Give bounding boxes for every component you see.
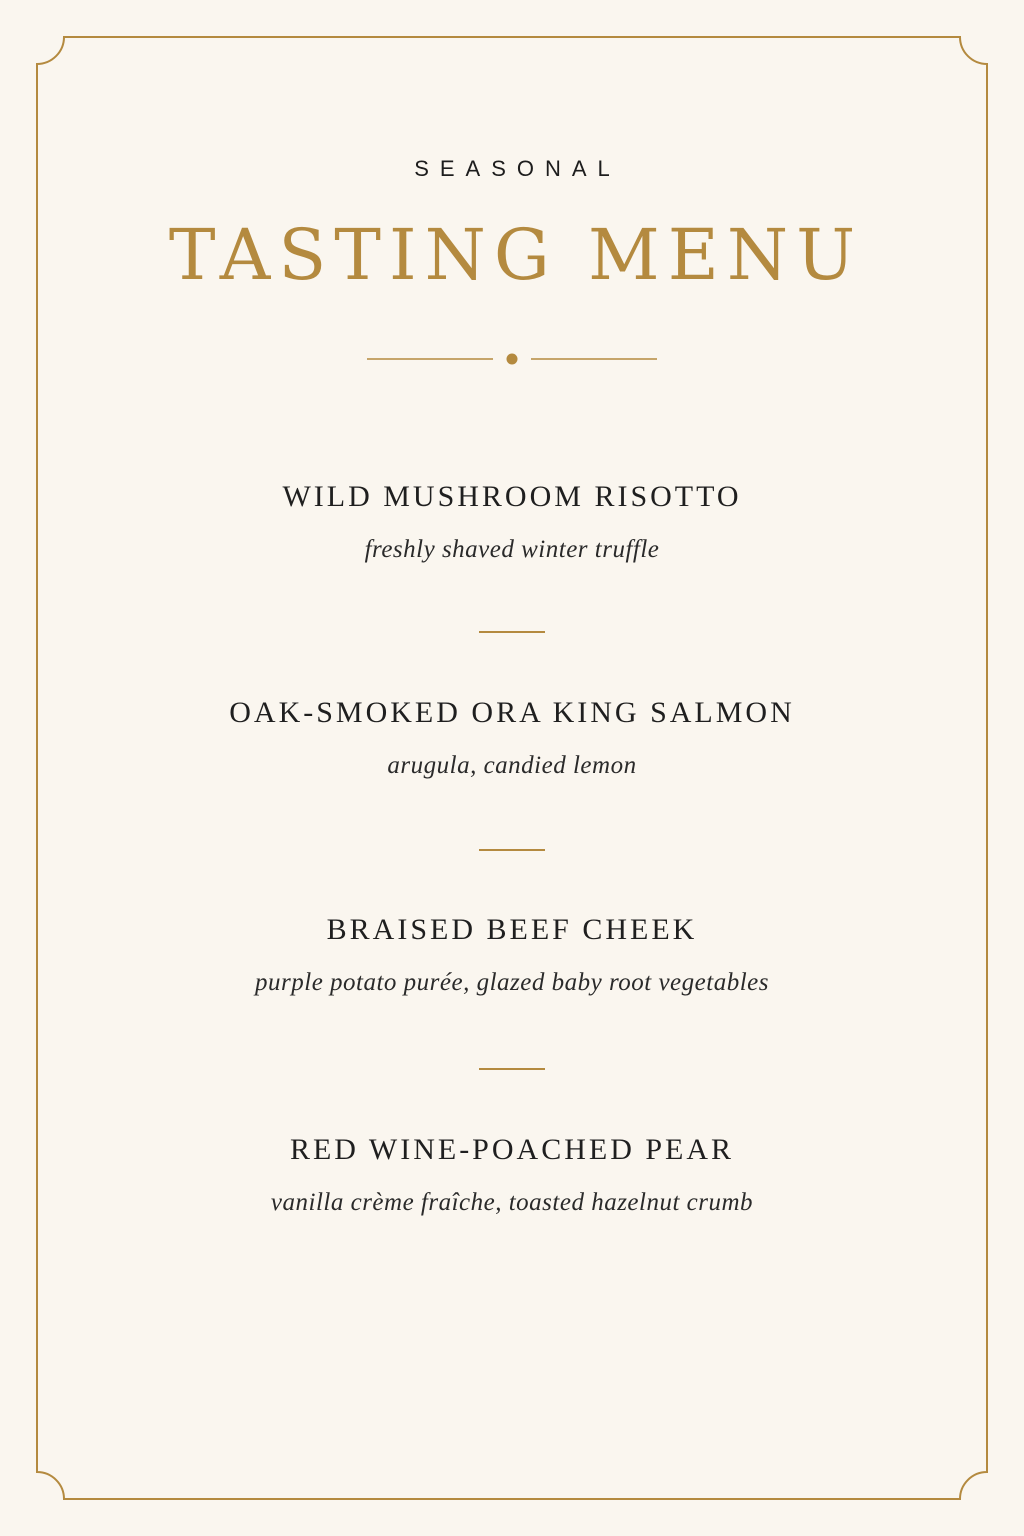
- course-description: vanilla crème fraîche, toasted hazelnut crumb: [270, 1189, 754, 1216]
- course-item: [40, 915, 984, 995]
- course-name: WILD MUSHROOM RISOTTO: [282, 480, 742, 513]
- course-item: [40, 1135, 984, 1215]
- course-item: [40, 482, 984, 562]
- title-divider: [0, 350, 1024, 370]
- course-separator: [479, 1068, 545, 1070]
- course-name: BRAISED BEEF CHEEK: [326, 913, 698, 946]
- course-description: freshly shaved winter truffle: [364, 536, 660, 563]
- menu-eyebrow: SEASONAL: [414, 156, 621, 181]
- course-separator: [479, 849, 545, 851]
- course-item: [40, 698, 984, 778]
- course-description: purple potato purée, glazed baby root vegetables: [255, 969, 769, 996]
- course-separator: [479, 631, 545, 633]
- divider-dot-icon: [507, 354, 518, 365]
- menu-title: TASTING MENU: [168, 214, 864, 296]
- course-name: OAK-SMOKED ORA KING SALMON: [229, 696, 795, 729]
- course-description: arugula, candied lemon: [387, 752, 637, 779]
- course-name: RED WINE-POACHED PEAR: [289, 1133, 735, 1166]
